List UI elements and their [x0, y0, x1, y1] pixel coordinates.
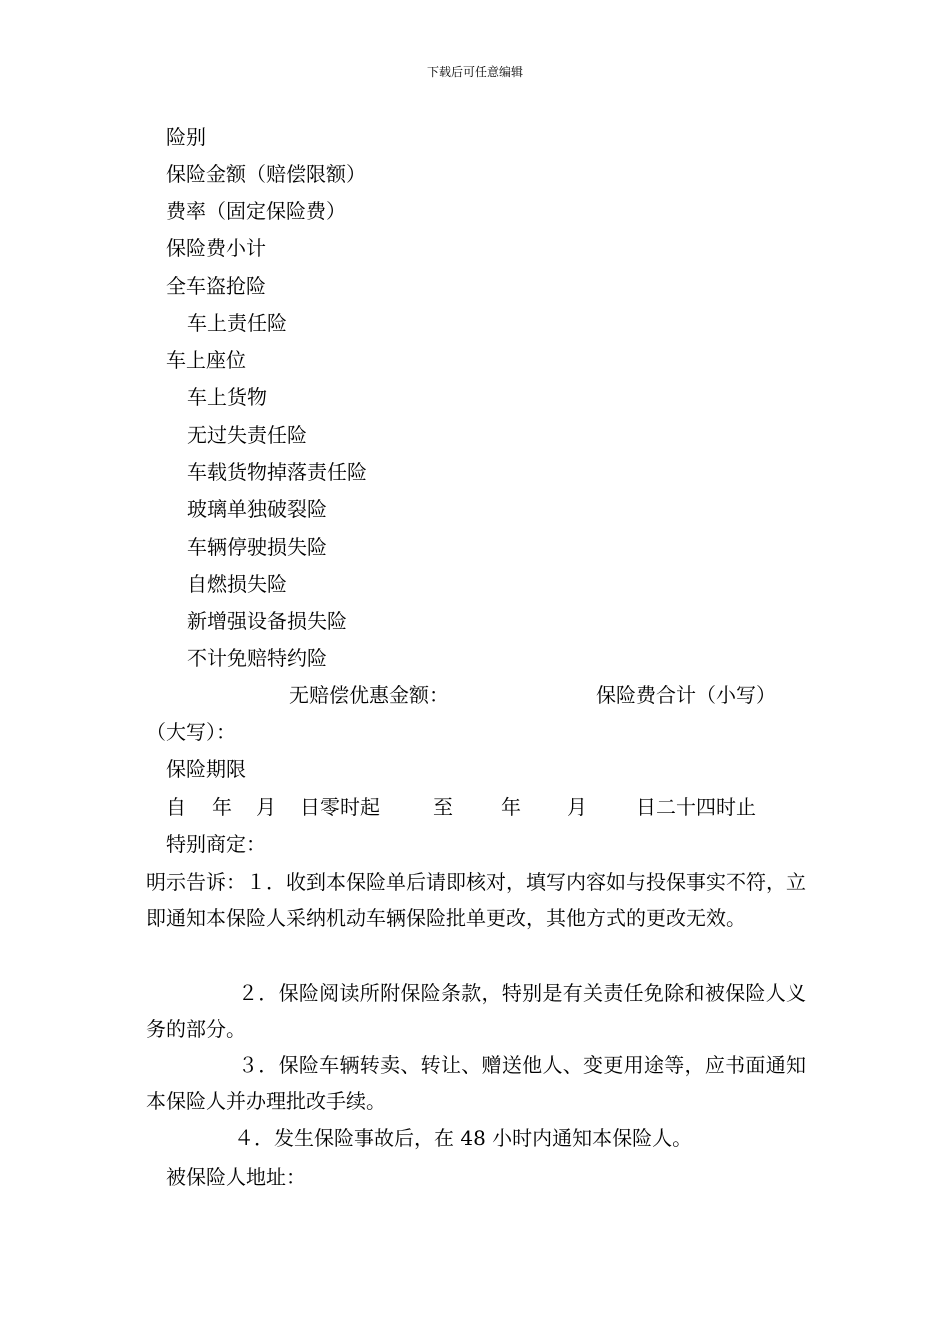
notice-paragraph-3: ３．保险车辆转卖、转让、赠送他人、变更用途等，应书面通知本保险人并办理批改手续。 [146, 1053, 806, 1113]
special-agreement-label: 特别商定： [166, 832, 266, 856]
insurance-period-row [0, 793, 950, 821]
period-to: 至 [433, 795, 453, 819]
notice-paragraph-2: ２．保险阅读所附保险条款，特别是有关责任免除和被保险人义务的部分。 [146, 981, 806, 1041]
item-no-fault-liability: 无过失责任险 [187, 423, 307, 447]
notice-paragraph-4: ４．发生保险事故后，在 48 小时内通知本保险人。 [234, 1126, 693, 1150]
item-insured-amount: 保险金额（赔偿限额） [166, 162, 366, 186]
insurance-period-title: 保险期限 [166, 757, 246, 781]
item-onboard-liability: 车上责任险 [187, 311, 287, 335]
period-day-end: 日二十四时止 [636, 795, 756, 819]
notice-paragraph-1: 明示告诉：１．收到本保险单后请即核对，填写内容如与投保事实不符，立即通知本保险人采纳机动车辆保险批单更改，其他方式的更改无效。 [146, 870, 806, 930]
item-coverage-type: 险别 [166, 125, 206, 149]
item-glass-breakage: 玻璃单独破裂险 [187, 497, 327, 521]
period-month-start: 月 [256, 795, 276, 819]
item-deductible-waiver: 不计免赔特约险 [187, 646, 327, 670]
premium-total-lower-label: 保险费合计（小写） [596, 683, 776, 707]
insured-address-label: 被保险人地址： [166, 1165, 306, 1189]
no-claim-discount-label: 无赔偿优惠金额： [289, 683, 449, 707]
period-from: 自 [166, 795, 186, 819]
item-onboard-cargo: 车上货物 [187, 385, 267, 409]
item-theft-robbery: 全车盗抢险 [166, 274, 266, 298]
item-premium-subtotal: 保险费小计 [166, 236, 266, 260]
page-header-note: 下载后可任意编辑 [426, 65, 523, 79]
item-spontaneous-combustion: 自燃损失险 [187, 572, 287, 596]
item-cargo-falling-liability: 车载货物掉落责任险 [187, 460, 367, 484]
period-year-end: 年 [501, 795, 521, 819]
period-month-end: 月 [567, 795, 587, 819]
item-added-equipment-loss: 新增强设备损失险 [187, 609, 347, 633]
period-year-start: 年 [212, 795, 232, 819]
item-onboard-seats: 车上座位 [166, 348, 246, 372]
premium-total-upper-label: （大写）： [146, 720, 236, 744]
item-rate: 费率（固定保险费） [166, 199, 346, 223]
item-vehicle-stoppage-loss: 车辆停驶损失险 [187, 535, 327, 559]
period-day-start: 日零时起 [300, 795, 380, 819]
